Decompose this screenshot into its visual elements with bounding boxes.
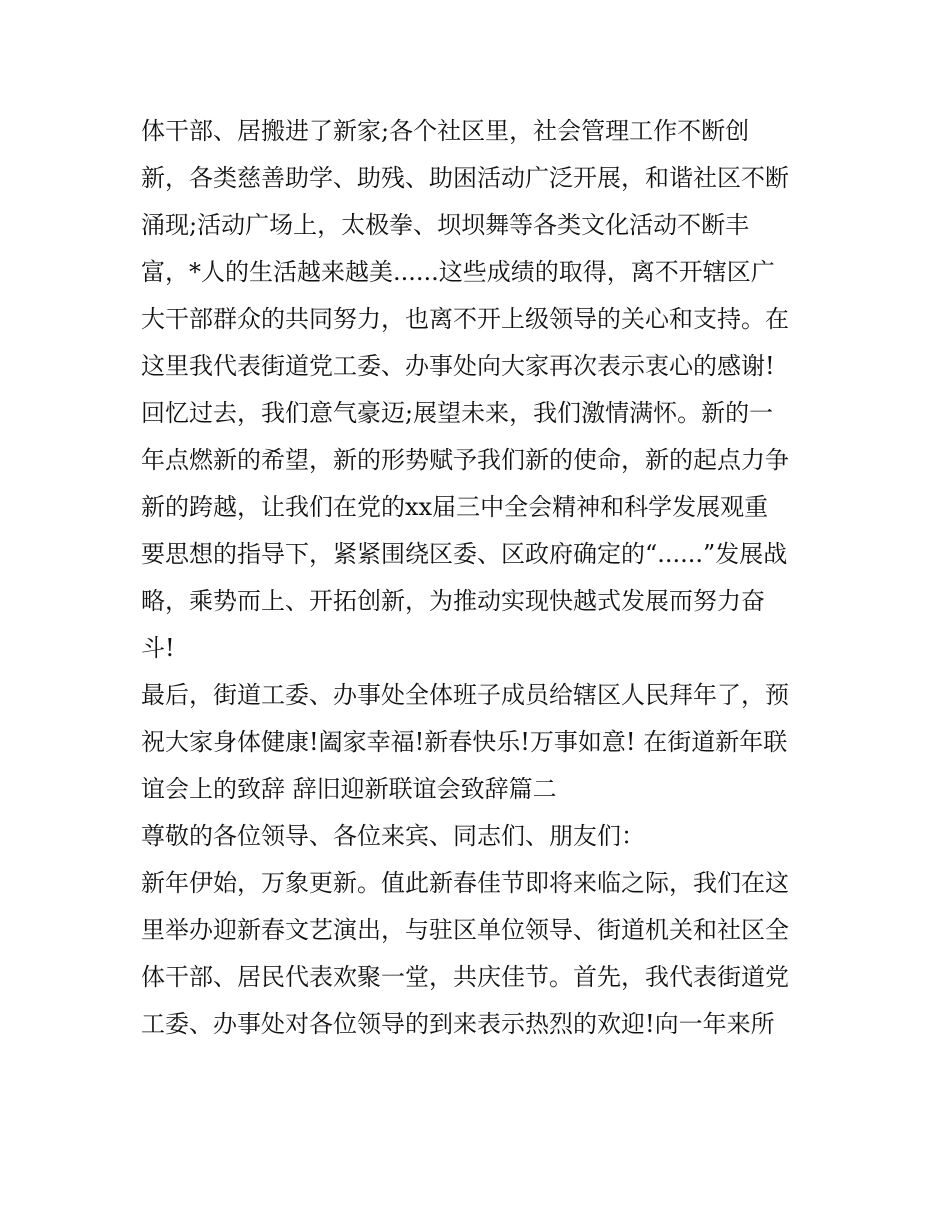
text-line: 略，乘势而上、开拓创新，为推动实现快越式发展而努力奋 xyxy=(141,587,765,615)
text-line: 新年伊始，万象更新。值此新春佳节即将来临之际，我们在这 xyxy=(141,869,789,897)
text-line: 工委、办事处对各位领导的到来表示热烈的欢迎!向一年来所 xyxy=(141,1010,775,1038)
text-line: 涌现;活动广场上，太极拳、坝坝舞等各类文化活动不断丰 xyxy=(141,211,750,239)
text-line: 斗! xyxy=(141,634,175,662)
text-line: 大干部群众的共同努力，也离不开上级领导的关心和支持。在 xyxy=(141,305,789,333)
text-line: 富，*人的生活越来越美......这些成绩的取得，离不开辖区广 xyxy=(141,258,775,286)
text-line: 要思想的指导下，紧紧围绕区委、区政府确定的“......”发展战 xyxy=(141,540,788,568)
text-line: 新的跨越，让我们在党的xx届三中全会精神和科学发展观重 xyxy=(141,493,769,521)
text-line: 回忆过去，我们意气豪迈;展望未来，我们激情满怀。新的一 xyxy=(141,399,774,427)
text-line: 体干部、居搬进了新家;各个社区里，社会管理工作不断创 xyxy=(141,117,750,145)
text-line: 年点燃新的希望，新的形势赋予我们新的使命，新的起点力争 xyxy=(141,446,789,474)
document-body xyxy=(141,108,821,1048)
text-line: 新，各类慈善助学、助残、助困活动广泛开展，和谐社区不断 xyxy=(141,164,789,192)
text-line: 谊会上的致辞 辞旧迎新联谊会致辞篇二 xyxy=(141,775,557,803)
text-line: 里举办迎新春文艺演出，与驻区单位领导、街道机关和社区全 xyxy=(141,916,789,944)
text-line: 这里我代表街道党工委、办事处向大家再次表示衷心的感谢! xyxy=(141,352,775,380)
text-line: 体干部、居民代表欢聚一堂，共庆佳节。首先，我代表街道党 xyxy=(141,963,789,991)
text-line: 最后，街道工委、办事处全体班子成员给辖区人民拜年了，预 xyxy=(141,681,789,709)
text-line: 尊敬的各位领导、各位来宾、同志们、朋友们： xyxy=(141,822,645,850)
text-line: 祝大家身体健康!阖家幸福!新春快乐!万事如意! 在街道新年联 xyxy=(141,728,788,756)
